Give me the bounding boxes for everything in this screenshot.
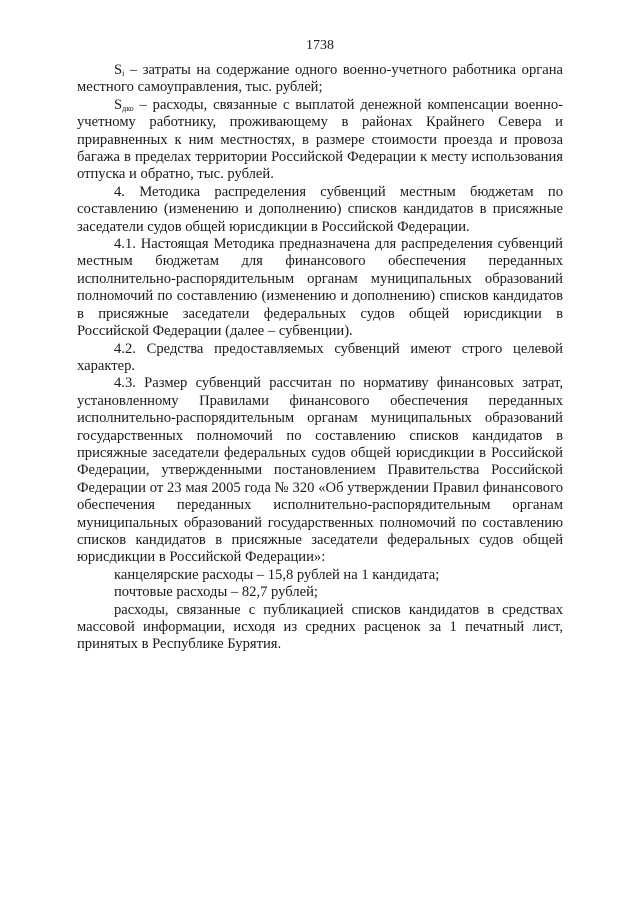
definition-text: – затраты на содержание одного военно-учетного работника органа местного самоуправления, тыс. рублей; [77, 62, 563, 96]
page-number: 1738 [306, 38, 334, 53]
paragraph-4-1: 4.1. Настоящая Методика предназначена для распределения субвенций местным бюджетам для финансового обеспечения переданных исполнительно-распорядительным органам муниципальных образований полномочий по составлению (изменению и дополнению) списков кандидатов в присяжные заседатели федеральных судов общей юрисдикции в Российской Федерации (далее – субвенции). [77, 236, 563, 340]
symbol-s: S [114, 62, 123, 78]
definition-text: – расходы, связанные с выплатой денежной компенсации военно-учетному работнику, проживающему в районах Крайнего Севера и приравненных к ним местностях, в размере стоимости проезда и провоза багажа в пределах территории Российской Федерации к месту использования отпуска и обратно, тыс. рублей. [77, 96, 563, 183]
definition-sdko [77, 97, 563, 184]
definition-si [77, 62, 563, 97]
paragraph-4-2: 4.2. Средства предоставляемых субвенций имеют строго целевой характер. [77, 340, 563, 374]
symbol-s: S [114, 96, 123, 113]
symbol-subscript: дко [122, 103, 134, 113]
list-item-office-expenses: канцелярские расходы – 15,8 рублей на 1 кандидата; [114, 566, 440, 583]
list-item-postal-expenses: почтовые расходы – 82,7 рублей; [114, 584, 318, 601]
symbol-subscript: i [122, 69, 125, 78]
list-item-media-expenses: расходы, связанные с публикацией списков кандидатов в средствах массовой информации, исходя из средних расценок за 1 печатный лист, принятых в Республике Бурятия. [77, 601, 563, 653]
document-body [77, 62, 563, 654]
paragraph-4-3: 4.3. Размер субвенций рассчитан по нормативу финансовых затрат, установленному Правилами финансового обеспечения переданных исполнительно-распорядительным органам муниципальных образований государственных полномочий по составлению списков кандидатов в присяжные заседатели федеральных судов общей юрисдикции в Российской Федерации, утвержденными постановлением Правительства Российской Федерации от 23 мая 2005 года № 320 «Об утверждении Правил финансового обеспечения переданных исполнительно-распорядительным органам муниципальных образований государственных полномочий по составлению списков кандидатов в присяжные заседатели федеральных судов общей юрисдикции в Российской Федерации»: [77, 375, 563, 566]
paragraph-4: 4. Методика распределения субвенций местным бюджетам по составлению (изменению и дополнению) списков кандидатов в присяжные заседатели судов общей юрисдикции в Российской Федерации. [77, 183, 563, 235]
